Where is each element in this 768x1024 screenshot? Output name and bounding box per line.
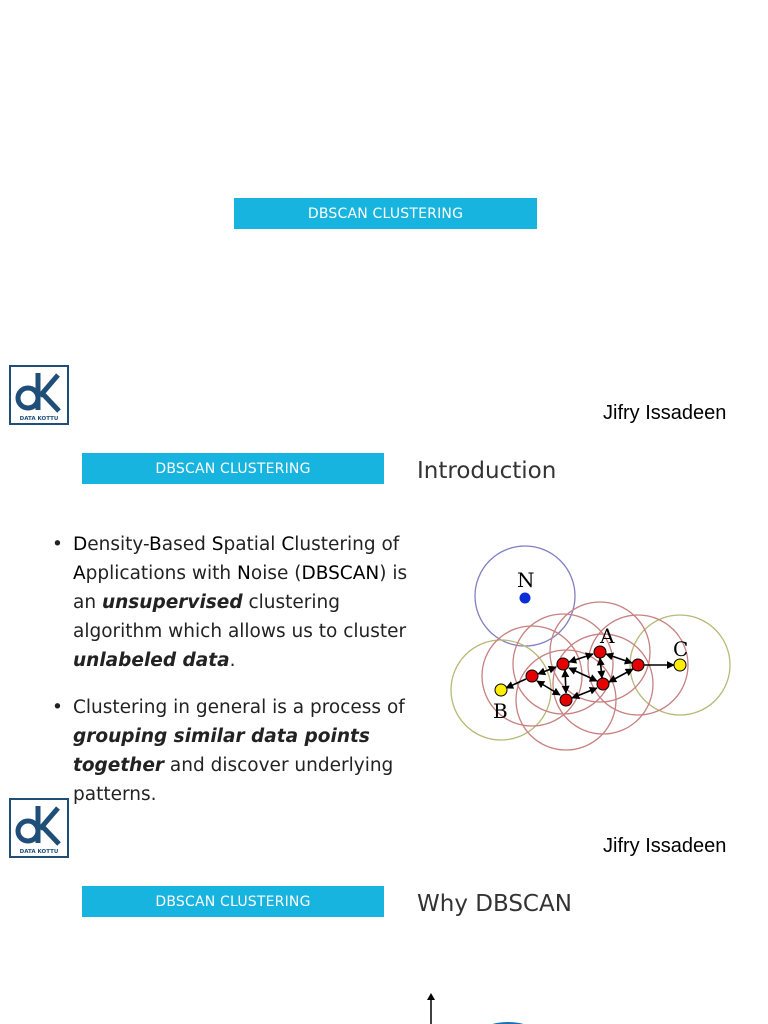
slide3-graphic-peek xyxy=(420,990,540,1024)
slide2-author: Jifry Issadeen xyxy=(603,835,727,857)
slide1-logo xyxy=(9,365,69,430)
slide3-header-text: DBSCAN CLUSTERING xyxy=(155,893,311,910)
label-c: C xyxy=(673,637,689,661)
core-point xyxy=(632,659,644,671)
slide3-header-bar xyxy=(82,886,384,917)
border-point-b xyxy=(495,684,507,696)
dbscan-diagram-svg xyxy=(448,540,738,760)
text-span: and discover underlying patterns. xyxy=(73,755,394,805)
label-a: A xyxy=(600,624,615,648)
density-arrow xyxy=(606,654,632,663)
label-b: B xyxy=(493,699,508,723)
slide1-author: Jifry Issadeen xyxy=(603,402,727,424)
slide1-header-bar xyxy=(234,198,537,229)
slide2-header-bar xyxy=(82,453,384,484)
text-span: ased xyxy=(161,534,212,555)
acronym-letter: B xyxy=(149,534,162,555)
density-arrow xyxy=(572,688,597,698)
slide3-title: Why DBSCAN xyxy=(417,891,572,917)
axis-arrow-icon xyxy=(420,990,540,1024)
emphasis-grouping: grouping similar data points together xyxy=(73,726,370,776)
slide1-header-text: DBSCAN CLUSTERING xyxy=(307,205,464,222)
text-span: ) is an xyxy=(73,563,408,613)
acronym-letter: N xyxy=(237,563,251,584)
density-arrow xyxy=(569,668,597,681)
density-arrow xyxy=(565,670,566,693)
logo-text: DATA KOTTU xyxy=(19,849,59,855)
core-point xyxy=(560,694,572,706)
acronym-dbscan: DBSCAN xyxy=(301,563,380,584)
bullet-dot-icon: • xyxy=(52,697,63,718)
emphasis-unlabeled-data: unlabeled data xyxy=(73,650,230,671)
dbscan-diagram xyxy=(448,540,738,765)
core-point xyxy=(526,670,538,682)
acronym-letter: A xyxy=(73,563,86,584)
noise-point-n xyxy=(520,593,531,604)
text-span: pplications with xyxy=(85,563,238,584)
text-span: patial xyxy=(223,534,282,555)
text-span: clustering algorithm which allows us to cluster xyxy=(73,592,407,642)
dk-logo-icon xyxy=(9,365,69,425)
text-span: Clustering in general is a process of xyxy=(73,697,405,718)
label-n: N xyxy=(517,568,535,592)
acronym-letter: S xyxy=(211,534,224,555)
text-span: . xyxy=(229,650,236,671)
density-arrow xyxy=(537,681,560,695)
text-span: ensity- xyxy=(87,534,150,555)
slide2-logo xyxy=(9,798,69,863)
emphasis-unsupervised: unsupervised xyxy=(101,592,243,613)
slide2-title: Introduction xyxy=(417,458,557,484)
logo-text: DATA KOTTU xyxy=(19,416,59,422)
acronym-letter: C xyxy=(281,534,295,555)
bullet-dot-icon: • xyxy=(52,534,63,555)
density-arrow xyxy=(600,658,602,678)
dk-logo-icon xyxy=(9,798,69,858)
bullet-clustering-general xyxy=(52,693,422,809)
acronym-letter: D xyxy=(73,534,88,555)
core-point xyxy=(597,678,609,690)
text-span: oise ( xyxy=(250,563,302,584)
slide2-bullet-list xyxy=(52,530,422,827)
text-span: lustering of xyxy=(294,534,400,555)
core-point xyxy=(557,658,569,670)
bullet-dbscan-definition xyxy=(52,530,422,675)
slide2-header-text: DBSCAN CLUSTERING xyxy=(155,460,311,477)
density-arrow xyxy=(569,654,593,662)
